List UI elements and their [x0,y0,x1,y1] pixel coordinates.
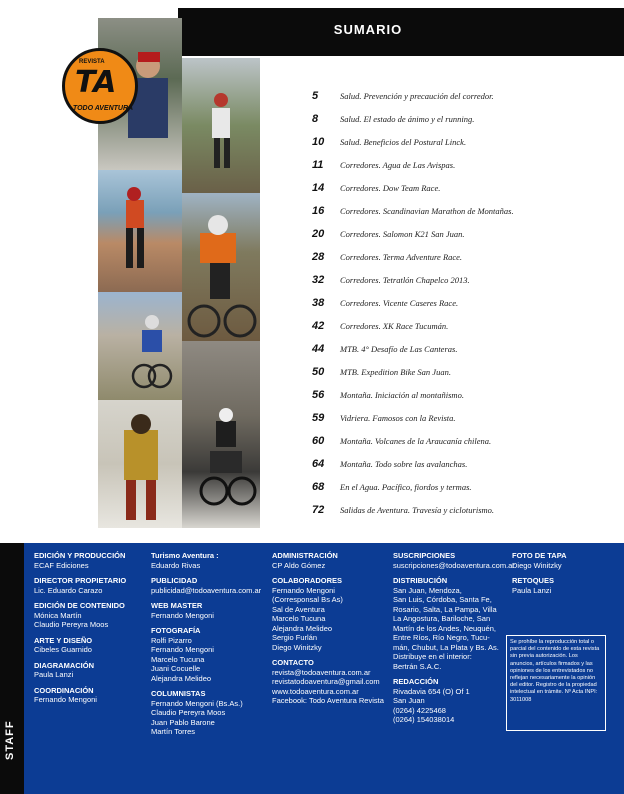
staff-heading: EDICIÓN Y PRODUCCIÓN [34,551,126,560]
toc-page-number: 28 [312,250,325,263]
staff-heading: DISTRIBUCIÓN [393,576,448,585]
toc-title: Vidriera. Famosos con la Revista. [340,412,456,423]
staff-heading: DIAGRAMACIÓN [34,660,94,670]
logo-bottom-text: TODO AVENTURA [72,105,134,112]
toc-entry [300,153,610,176]
staff-value: Fernando Mengoni [34,695,97,704]
staff-heading: SUSCRIPCIONES [393,551,456,560]
toc-title: Corredores. Vicente Caseres Race. [340,297,459,308]
toc-page-number: 16 [312,204,325,217]
photo-collage [0,0,260,528]
toc-title: Corredores. Agua de Las Avispas. [340,159,456,170]
toc-page-number: 5 [312,89,319,102]
staff-value: Sal de Aventura [272,604,325,614]
staff-value: Bertrán S.A.C. [393,661,442,671]
toc-title: Montaña. Todo sobre las avalanchas. [340,458,468,469]
toc-title: En el Agua. Pacífico, fiordos y termas. [340,481,472,492]
toc-entry [300,107,610,130]
staff-value: mán, Chubut, La Plata y Bs. As. [393,642,499,652]
staff-value: (0264) 4225468 [393,705,446,715]
staff-value: Diego Winitzky [512,560,562,570]
toc-page-number: 32 [312,273,325,286]
toc-entry [300,383,610,406]
staff-heading: FOTO DE TAPA [512,551,567,560]
toc-title: Corredores. Terma Adventure Race. [340,251,463,262]
toc-page-number: 20 [312,227,325,240]
toc-page-number: 72 [312,503,325,516]
staff-value: Martín Torres [151,727,196,736]
toc-entry [300,452,610,475]
toc-page-number: 10 [312,135,325,148]
staff-value: Alejandra Melideo [272,623,333,633]
staff-value: CP Aldo Gómez [272,560,326,570]
toc-entry [300,498,610,521]
toc-entry [300,337,610,360]
toc-page-number: 59 [312,411,325,424]
toc-page-number: 8 [312,112,319,125]
toc-title: Montaña. Volcanes de la Araucanía chilena. [340,435,492,446]
toc-page-number: 50 [312,365,325,378]
staff-heading: CONTACTO [272,658,314,667]
toc-title: Corredores. Dow Team Race. [340,182,441,193]
toc-entry [300,268,610,291]
staff-value: Diego Winitzky [272,642,322,652]
logo [62,48,138,124]
staff-heading: COLUMNISTAS [151,689,206,698]
toc-entry [300,429,610,452]
toc-page-number: 60 [312,434,325,447]
staff-value: Distribuye en el interior: [393,652,472,661]
staff-value: (Corresponsal Bs As) [272,595,343,604]
staff-value: Fernando Mengoni [151,645,214,654]
staff-value: revista@todoaventura.com.ar [272,667,371,677]
staff-heading: ARTE Y DISEÑO [34,635,93,645]
staff-value: Cibeles Guarnido [34,645,92,654]
staff-value: ECAF Ediciones [34,560,89,570]
staff-heading: WEB MASTER [151,601,203,610]
staff-value: Martín de los Andes, Neuquén, [393,623,496,633]
toc-title: MTB. Expedition Bike San Juan. [340,366,451,377]
toc-entry [300,406,610,429]
toc-title: Corredores. Tetratlón Chapelco 2013. [340,274,470,285]
toc-entry [300,291,610,314]
staff-value: Alejandra Melideo [151,673,212,683]
toc-page-number: 64 [312,457,325,470]
toc-title: Corredores. XK Race Tucumán. [340,320,449,331]
toc-entry [300,314,610,337]
staff-heading: DIRECTOR PROPIETARIO [34,576,127,585]
toc-page-number: 14 [312,181,325,194]
toc-page-number: 42 [312,319,325,332]
staff-heading: FOTOGRAFÍA [151,626,201,635]
toc-page-number: 44 [312,342,325,355]
staff-value: Rolfi Pizarro [151,635,192,645]
toc-entry [300,84,610,107]
staff-value: publicidad@todoaventura.com.ar [151,585,262,595]
staff-column-4 [393,551,515,725]
staff-column-5 [512,551,612,595]
staff-value: Claudio Pereyra Moos [34,620,109,629]
toc-entry [300,360,610,383]
toc-title: Salud. El estado de ánimo y el running. [340,113,475,124]
staff-value: San Luis, Córdoba, Santa Fe, [393,595,492,604]
toc-entry [300,245,610,268]
staff-heading: PUBLICIDAD [151,576,198,585]
staff-column-2 [151,551,269,737]
logo-top-text: REVISTA [79,59,105,65]
staff-value: Paula Lanzi [34,670,74,679]
staff-heading: Turismo Aventura : [151,551,219,560]
toc-title: Salud. Prevención y precaución del corredor. [340,90,494,101]
staff-value: Fernando Mengoni [272,585,335,595]
toc-title: MTB. 4° Desafío de Las Canteras. [340,343,458,354]
staff-heading: ADMINISTRACIÓN [272,551,338,560]
toc-entry [300,222,610,245]
staff-value: Fernando Mengoni [151,610,214,620]
staff-value: Facebook: Todo Aventura Revista [272,696,384,705]
staff-value: Mónica Martín [34,610,82,620]
photo-mountaineer [98,400,182,528]
staff-value: Paula Lanzi [512,585,552,595]
toc-entry [300,176,610,199]
staff-value: Marcelo Tucuna [272,614,326,623]
staff-column-3 [272,551,390,706]
staff-value: Marcelo Tucuna [151,654,205,664]
staff-label: STAFF [4,720,16,760]
logo-mark: TA [75,65,117,100]
staff-value: www.todoaventura.com.ar [272,686,359,696]
staff-value: (0264) 154038014 [393,715,455,724]
staff-value: revistatodoaventura@gmail.com [272,677,380,686]
photo-mtb-rider-2 [98,292,182,400]
toc-title: Salud. Beneficios del Postural Linck. [340,136,467,147]
staff-value: Claudio Pereyra Moos [151,708,226,717]
staff-value: La Angostura, Bariloche, San [393,614,491,623]
staff-value: San Juan [393,696,425,705]
staff-value: Fernando Mengoni (Bs.As.) [151,698,243,708]
staff-heading: COLABORADORES [272,576,343,585]
toc-title: Corredores. Salomon K21 San Juan. [340,228,465,239]
staff-heading: REDACCIÓN [393,677,439,686]
toc-entry [300,130,610,153]
staff-value: Rivadavia 654 (O) Of 1 [393,686,470,696]
toc-page-number: 11 [312,158,324,171]
table-of-contents [300,84,610,521]
photo-mtb-rider-1 [182,193,260,341]
toc-page-number: 56 [312,388,325,401]
staff-value: suscripciones@todoaventura.com.ar [393,560,515,570]
toc-entry [300,475,610,498]
toc-entry [300,199,610,222]
staff-value: Juani Cocuelle [151,664,201,673]
staff-value: Rosario, Salta, La Pampa, Villa [393,604,497,614]
photo-trail-runner-1 [182,58,260,193]
toc-page-number: 68 [312,480,325,493]
toc-title: Salidas de Aventura. Travesía y cicloturismo. [340,504,495,515]
legal-notice: Se prohíbe la reproducción total o parcial del contenido de esta revista sin previa autorización. Los anuncios, artículos firmados y las opiniones de los entrevistados no reflejan necesariamente la opinión del editor. Registro de la propiedad intelectual en trámite. Nº Acta INPI: 3011008 [506,635,606,731]
toc-title: Montaña. Iniciación al montañismo. [340,389,464,400]
staff-value: Sergio Furlán [272,633,318,642]
toc-title: Corredores. Scandinavian Marathon de Montañas. [340,205,514,216]
staff-value: San Juan, Mendoza, [393,585,462,595]
page-title: SUMARIO [333,22,403,37]
photo-runner-lake [98,170,182,292]
staff-heading: RETOQUES [512,576,554,585]
toc-page-number: 38 [312,296,325,309]
staff-value: Lic. Eduardo Carazo [34,585,103,595]
staff-heading: EDICIÓN DE CONTENIDO [34,601,125,610]
staff-value: Eduardo Rivas [151,560,201,570]
staff-heading: COORDINACIÓN [34,685,94,695]
staff-value: Entre Ríos, Río Negro, Tucu- [393,633,490,642]
photo-mountain-road [182,341,260,528]
staff-column-1 [34,551,146,705]
staff-value: Juan Pablo Barone [151,717,215,727]
